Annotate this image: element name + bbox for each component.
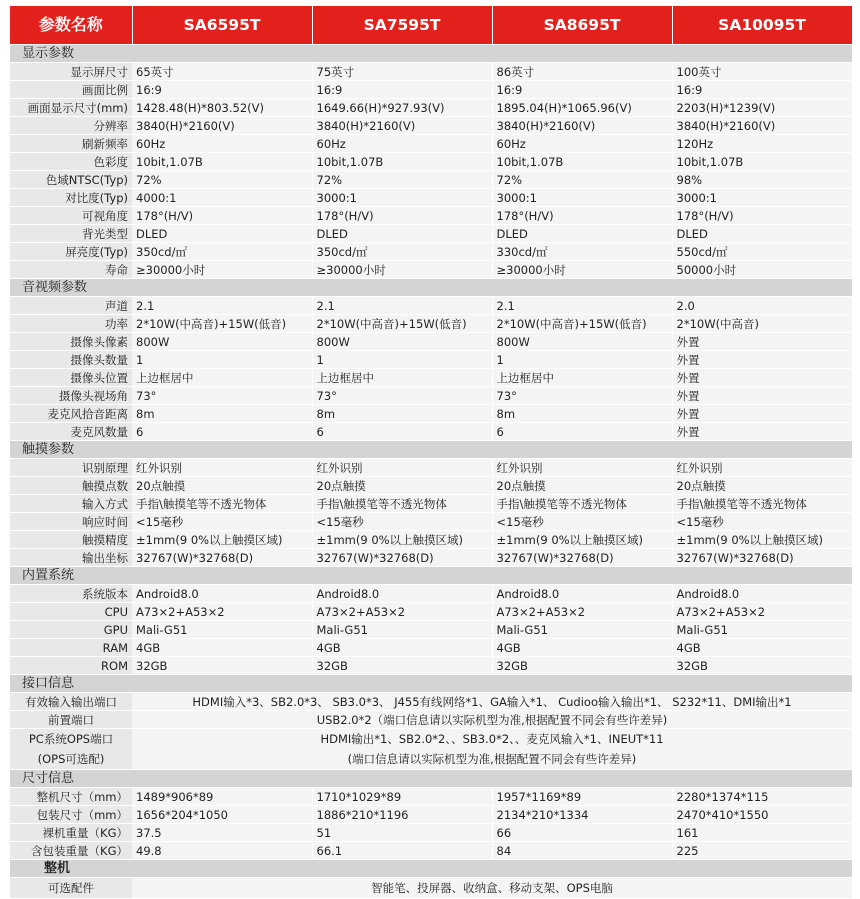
spec-value: 8m (312, 405, 492, 423)
spec-value: ±1mm(9 0%以上触摸区域) (672, 531, 852, 549)
spec-value: 4000:1 (132, 189, 312, 207)
spec-value: ±1mm(9 0%以上触摸区域) (312, 531, 492, 549)
spec-value: 手指\触摸笔等不透光物体 (312, 495, 492, 513)
spec-value: 1428.48(H)*803.52(V) (132, 99, 312, 117)
spec-value: <15毫秒 (672, 513, 852, 531)
section-title: 音视频参数 (10, 279, 852, 297)
spec-row (10, 243, 852, 261)
spec-value: 外置 (672, 351, 852, 369)
section-title: 显示参数 (10, 45, 852, 63)
spec-value: 178°(H/V) (132, 207, 312, 225)
section-title: 尺寸信息 (10, 770, 852, 788)
section-header (10, 441, 852, 459)
spec-row (10, 621, 852, 639)
spec-row (10, 878, 852, 899)
spec-row (10, 207, 852, 225)
spec-label: RAM (10, 639, 132, 657)
spec-row (10, 477, 852, 495)
spec-value: <15毫秒 (492, 513, 672, 531)
header-model: SA6595T (132, 6, 312, 45)
spec-value: 2*10W(中高音) (672, 315, 852, 333)
spec-value: 红外识别 (672, 459, 852, 477)
spec-value: 8m (132, 405, 312, 423)
spec-label: 画面比例 (10, 81, 132, 99)
spec-value: 32767(W)*32768(D) (312, 549, 492, 567)
spec-label: 触摸精度 (10, 531, 132, 549)
spec-label: 触摸点数 (10, 477, 132, 495)
spec-value: 75英寸 (312, 63, 492, 81)
spec-value: 84 (492, 842, 672, 860)
spec-value: <15毫秒 (312, 513, 492, 531)
spec-label: 摄像头像素 (10, 333, 132, 351)
spec-value: 37.5 (132, 824, 312, 842)
spec-value-merged: USB2.0*2（端口信息请以实际机型为准,根据配置不同会有些许差异) (132, 711, 852, 729)
ops-label-line: PC系统OPS端口 (28, 732, 114, 746)
spec-label: 麦克风数量 (10, 423, 132, 441)
spec-value: 手指\触摸笔等不透光物体 (492, 495, 672, 513)
spec-value: ≥30000小时 (492, 261, 672, 279)
spec-row (10, 729, 852, 770)
spec-label: 摄像头视场角 (10, 387, 132, 405)
spec-value: 2*10W(中高音)+15W(低音) (132, 315, 312, 333)
spec-value: 72% (132, 171, 312, 189)
spec-value: 178°(H/V) (492, 207, 672, 225)
spec-value: 65英寸 (132, 63, 312, 81)
spec-label: 寿命 (10, 261, 132, 279)
ops-label (10, 729, 132, 770)
spec-row (10, 387, 852, 405)
spec-label: 功率 (10, 315, 132, 333)
spec-value: A73×2+A53×2 (492, 603, 672, 621)
spec-value: 32GB (312, 657, 492, 675)
spec-value: 10bit,1.07B (672, 153, 852, 171)
spec-value: 60Hz (312, 135, 492, 153)
spec-label: 前置端口 (10, 711, 132, 729)
spec-value: 73° (132, 387, 312, 405)
spec-value: Mali-G51 (492, 621, 672, 639)
spec-value: 50000小时 (672, 261, 852, 279)
spec-label: 响应时间 (10, 513, 132, 531)
spec-label: 含包装重量（KG） (10, 842, 132, 860)
spec-value: ±1mm(9 0%以上触摸区域) (132, 531, 312, 549)
spec-value: Android8.0 (312, 585, 492, 603)
spec-value: A73×2+A53×2 (672, 603, 852, 621)
spec-value: A73×2+A53×2 (312, 603, 492, 621)
spec-row (10, 603, 852, 621)
spec-value: 3840(H)*2160(V) (672, 117, 852, 135)
spec-value: 6 (132, 423, 312, 441)
spec-row (10, 423, 852, 441)
spec-label: 裸机重量（KG） (10, 824, 132, 842)
spec-value: 800W (132, 333, 312, 351)
spec-value: 20点触摸 (672, 477, 852, 495)
spec-value: 1957*1169*89 (492, 788, 672, 806)
spec-label: 可选配件 (10, 878, 132, 899)
spec-value: 6 (312, 423, 492, 441)
spec-label: 分辨率 (10, 117, 132, 135)
spec-row (10, 405, 852, 423)
spec-value: 49.8 (132, 842, 312, 860)
spec-row (10, 531, 852, 549)
spec-label: 色彩度 (10, 153, 132, 171)
spec-value: 1895.04(H)*1065.96(V) (492, 99, 672, 117)
spec-value: 178°(H/V) (312, 207, 492, 225)
spec-value: 4GB (672, 639, 852, 657)
spec-value: 上边框居中 (492, 369, 672, 387)
spec-row (10, 585, 852, 603)
spec-value: 60Hz (132, 135, 312, 153)
spec-value-merged: 智能笔、投屏器、收纳盒、移动支架、OPS电脑 (132, 878, 852, 899)
spec-label: 整机尺寸（mm） (10, 788, 132, 806)
spec-value: 350cd/㎡ (312, 243, 492, 261)
spec-row (10, 315, 852, 333)
spec-value: 10bit,1.07B (492, 153, 672, 171)
spec-row (10, 189, 852, 207)
spec-row (10, 788, 852, 806)
spec-value: 800W (312, 333, 492, 351)
spec-value-merged: HDMI输入*3、SB2.0*3、 SB3.0*3、 J455有线网络*1、GA输入*1、 Cudioo输入输出*1、 S232*11、DMI输出*1 (132, 693, 852, 711)
spec-value: 红外识别 (492, 459, 672, 477)
spec-value: 16:9 (132, 81, 312, 99)
spec-value: 32GB (672, 657, 852, 675)
spec-value: 外置 (672, 423, 852, 441)
spec-label: GPU (10, 621, 132, 639)
spec-value: 外置 (672, 387, 852, 405)
spec-value: 外置 (672, 369, 852, 387)
spec-label: 画面显示尺寸(mm) (10, 99, 132, 117)
spec-value: Android8.0 (492, 585, 672, 603)
spec-value: 2203(H)*1239(V) (672, 99, 852, 117)
spec-value: 4GB (132, 639, 312, 657)
spec-value: 161 (672, 824, 852, 842)
spec-value: 60Hz (492, 135, 672, 153)
spec-row (10, 549, 852, 567)
spec-value: 16:9 (492, 81, 672, 99)
spec-value: 手指\触摸笔等不透光物体 (132, 495, 312, 513)
spec-row (10, 711, 852, 729)
spec-row (10, 369, 852, 387)
spec-value: 3000:1 (492, 189, 672, 207)
spec-value: 手指\触摸笔等不透光物体 (672, 495, 852, 513)
spec-table (10, 6, 853, 899)
spec-row (10, 639, 852, 657)
spec-row (10, 513, 852, 531)
spec-value: 2280*1374*115 (672, 788, 852, 806)
spec-value: 66 (492, 824, 672, 842)
spec-value: 6 (492, 423, 672, 441)
spec-label: 识别原理 (10, 459, 132, 477)
spec-value: 2*10W(中高音)+15W(低音) (312, 315, 492, 333)
spec-label: 声道 (10, 297, 132, 315)
spec-row (10, 153, 852, 171)
spec-value: 72% (492, 171, 672, 189)
spec-value: 350cd/㎡ (132, 243, 312, 261)
spec-value: 4GB (312, 639, 492, 657)
spec-label: 显示屏尺寸 (10, 63, 132, 81)
spec-value: 上边框居中 (132, 369, 312, 387)
spec-value: 73° (312, 387, 492, 405)
spec-row (10, 459, 852, 477)
spec-value: ≥30000小时 (312, 261, 492, 279)
spec-row (10, 63, 852, 81)
spec-label: 系统版本 (10, 585, 132, 603)
spec-value: 1656*204*1050 (132, 806, 312, 824)
spec-value: A73×2+A53×2 (132, 603, 312, 621)
spec-value: 3000:1 (312, 189, 492, 207)
header-model: SA8695T (492, 6, 672, 45)
spec-row (10, 225, 852, 243)
spec-value: DLED (312, 225, 492, 243)
spec-value: 32767(W)*32768(D) (672, 549, 852, 567)
spec-value: 16:9 (312, 81, 492, 99)
spec-value: ≥30000小时 (132, 261, 312, 279)
spec-value: 3840(H)*2160(V) (312, 117, 492, 135)
section-title: 触摸参数 (10, 441, 852, 459)
spec-value: 72% (312, 171, 492, 189)
spec-value: 红外识别 (312, 459, 492, 477)
spec-value: 1886*210*1196 (312, 806, 492, 824)
spec-label: 包装尺寸（mm） (10, 806, 132, 824)
spec-row (10, 657, 852, 675)
spec-value: 3000:1 (672, 189, 852, 207)
spec-value: 1 (492, 351, 672, 369)
spec-value: 32GB (492, 657, 672, 675)
section-title: 接口信息 (10, 675, 852, 693)
spec-value: 86英寸 (492, 63, 672, 81)
spec-value: 225 (672, 842, 852, 860)
spec-row (10, 81, 852, 99)
spec-value: 上边框居中 (312, 369, 492, 387)
spec-value: 10bit,1.07B (312, 153, 492, 171)
spec-value: 2.1 (492, 297, 672, 315)
spec-value: 20点触摸 (312, 477, 492, 495)
spec-value: 32767(W)*32768(D) (132, 549, 312, 567)
spec-value: 51 (312, 824, 492, 842)
spec-value: 2.1 (312, 297, 492, 315)
ops-label-line: (OPS可选配) (37, 752, 105, 766)
spec-row (10, 824, 852, 842)
spec-value: 20点触摸 (492, 477, 672, 495)
spec-row (10, 351, 852, 369)
spec-value: Mali-G51 (312, 621, 492, 639)
ops-value (132, 729, 852, 770)
header-row (10, 6, 852, 45)
spec-label: 背光类型 (10, 225, 132, 243)
spec-row (10, 495, 852, 513)
spec-value: 16:9 (672, 81, 852, 99)
section-header (10, 567, 852, 585)
spec-label: 可视角度 (10, 207, 132, 225)
spec-value: 外置 (672, 405, 852, 423)
spec-value: 3840(H)*2160(V) (492, 117, 672, 135)
section-header (10, 45, 852, 63)
spec-row (10, 806, 852, 824)
spec-value: DLED (492, 225, 672, 243)
spec-value: Mali-G51 (132, 621, 312, 639)
spec-value: 800W (492, 333, 672, 351)
header-model: SA7595T (312, 6, 492, 45)
spec-value: DLED (132, 225, 312, 243)
spec-value: 120Hz (672, 135, 852, 153)
spec-label: 输入方式 (10, 495, 132, 513)
header-param-label: 参数名称 (10, 6, 132, 45)
spec-value: 4GB (492, 639, 672, 657)
spec-value: 32767(W)*32768(D) (492, 549, 672, 567)
spec-label: 输出坐标 (10, 549, 132, 567)
spec-value: 10bit,1.07B (132, 153, 312, 171)
spec-row (10, 333, 852, 351)
spec-value: 100英寸 (672, 63, 852, 81)
spec-value: DLED (672, 225, 852, 243)
spec-value: Android8.0 (672, 585, 852, 603)
spec-label: CPU (10, 603, 132, 621)
spec-value: 1649.66(H)*927.93(V) (312, 99, 492, 117)
spec-row (10, 261, 852, 279)
section-header (10, 675, 852, 693)
spec-value: 1710*1029*89 (312, 788, 492, 806)
spec-value: 32GB (132, 657, 312, 675)
spec-value: 550cd/㎡ (672, 243, 852, 261)
spec-row (10, 842, 852, 860)
spec-label: 有效输入输出端口 (10, 693, 132, 711)
spec-value: 330cd/㎡ (492, 243, 672, 261)
spec-value: 2.1 (132, 297, 312, 315)
spec-value: 1 (132, 351, 312, 369)
section-header (10, 279, 852, 297)
ops-value-line: (端口信息请以实际机型为准,根据配置不同会有些许差异) (347, 752, 637, 766)
spec-label: 刷新频率 (10, 135, 132, 153)
spec-value: 2.0 (672, 297, 852, 315)
spec-value: 2470*410*1550 (672, 806, 852, 824)
spec-value: Android8.0 (132, 585, 312, 603)
spec-value: 73° (492, 387, 672, 405)
spec-label: 对比度(Typ) (10, 189, 132, 207)
spec-value: 3840(H)*2160(V) (132, 117, 312, 135)
spec-value: 66.1 (312, 842, 492, 860)
spec-label: 色域NTSC(Typ) (10, 171, 132, 189)
spec-value: 1 (312, 351, 492, 369)
spec-row (10, 693, 852, 711)
section-title: 内置系统 (10, 567, 852, 585)
spec-label: 摄像头数量 (10, 351, 132, 369)
spec-row (10, 135, 852, 153)
spec-value: ±1mm(9 0%以上触摸区域) (492, 531, 672, 549)
spec-body (10, 45, 852, 899)
spec-value: 1489*906*89 (132, 788, 312, 806)
spec-row (10, 297, 852, 315)
spec-value: 2134*210*1334 (492, 806, 672, 824)
spec-row (10, 117, 852, 135)
spec-value: 红外识别 (132, 459, 312, 477)
spec-value: 2*10W(中高音)+15W(低音) (492, 315, 672, 333)
spec-value: 98% (672, 171, 852, 189)
spec-label: ROM (10, 657, 132, 675)
spec-value: 178°(H/V) (672, 207, 852, 225)
spec-value: 20点触摸 (132, 477, 312, 495)
spec-row (10, 99, 852, 117)
spec-row (10, 171, 852, 189)
spec-value: 外置 (672, 333, 852, 351)
spec-label: 摄像头位置 (10, 369, 132, 387)
header-model: SA10095T (672, 6, 852, 45)
spec-value: Mali-G51 (672, 621, 852, 639)
spec-label: 屏亮度(Typ) (10, 243, 132, 261)
section-title: 整机 (10, 860, 852, 878)
spec-value: <15毫秒 (132, 513, 312, 531)
spec-label: 麦克风拾音距离 (10, 405, 132, 423)
spec-value: 8m (492, 405, 672, 423)
ops-value-line: HDMI输出*1、SB2.0*2、、SB3.0*2、、麦克风输入*1、INEUT*11 (320, 732, 664, 746)
section-header (10, 770, 852, 788)
